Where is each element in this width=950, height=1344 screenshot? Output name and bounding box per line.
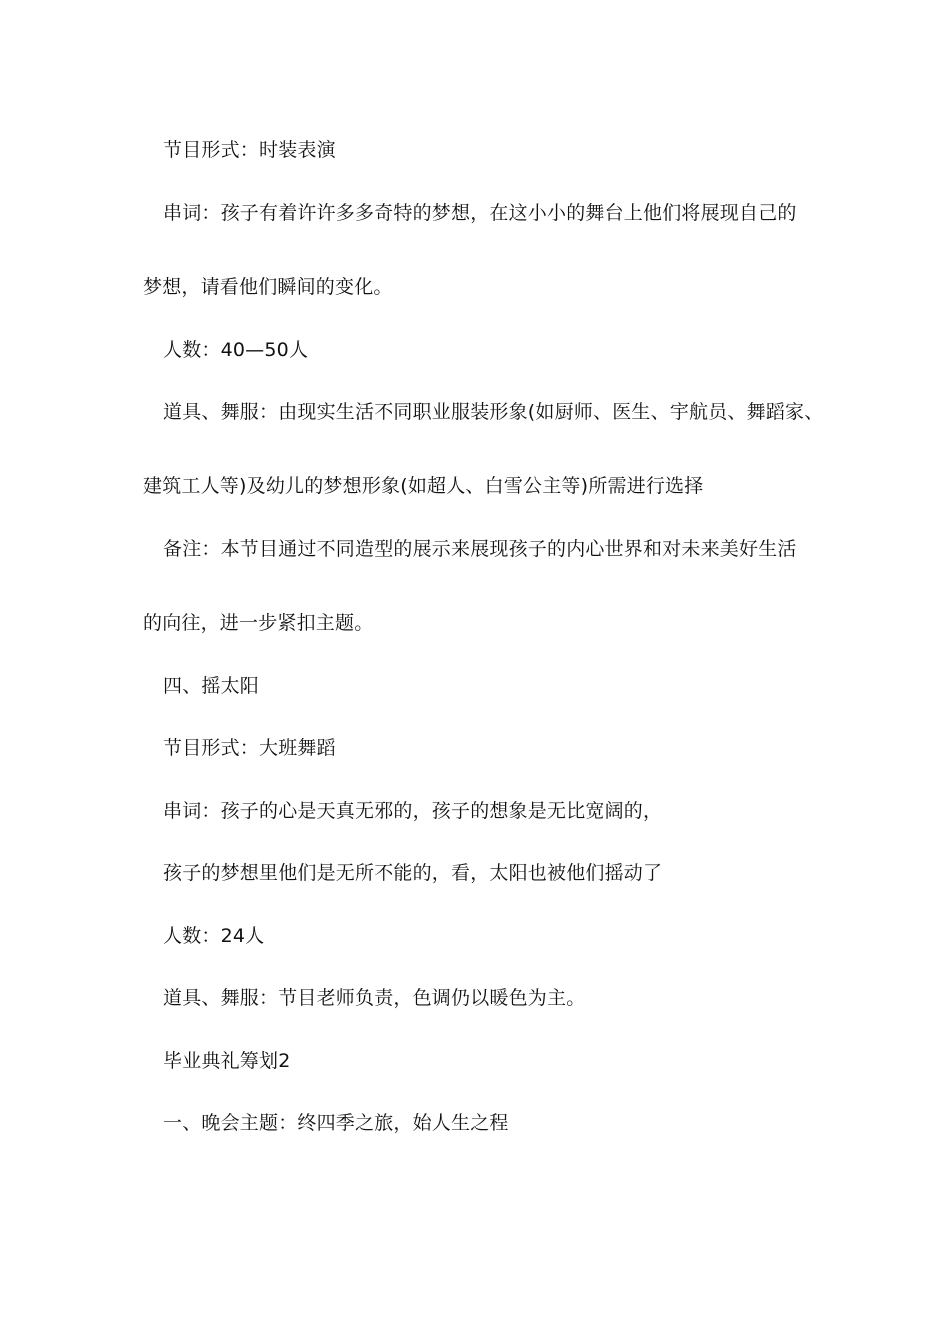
- props-costumes-2: 道具、舞服：节目老师负责，色调仍以暖色为主。: [163, 987, 586, 1009]
- participant-count-1: 人数：40—50人: [163, 339, 309, 361]
- document-subtitle: 毕业典礼筹划2: [163, 1050, 291, 1072]
- section-heading-4: 四、摇太阳: [163, 675, 260, 697]
- program-format-dance: 节目形式：大班舞蹈: [163, 737, 336, 759]
- program-format-fashion: 节目形式：时装表演: [163, 139, 336, 161]
- props-costumes-line-1: 道具、舞服：由现实生活不同职业服装形象(如厨师、医生、宇航员、舞蹈家、: [163, 401, 824, 423]
- remarks-line-2: 的向往，进一步紧扣主题。: [143, 612, 374, 634]
- remarks-line-1: 备注：本节目通过不同造型的展示来展现孩子的内心世界和对未来美好生活: [163, 538, 797, 560]
- host-script-line-2: 梦想，请看他们瞬间的变化。: [143, 276, 393, 298]
- host-script-line-1: 串词：孩子有着许许多多奇特的梦想，在这小小的舞台上他们将展现自己的: [163, 202, 797, 224]
- evening-theme-heading: 一、晚会主题：终四季之旅，始人生之程: [163, 1112, 509, 1134]
- props-costumes-line-2: 建筑工人等)及幼儿的梦想形象(如超人、白雪公主等)所需进行选择: [143, 475, 704, 497]
- participant-count-2: 人数：24人: [163, 925, 265, 947]
- host-script-2-line-2: 孩子的梦想里他们是无所不能的，看，太阳也被他们摇动了: [163, 862, 663, 884]
- host-script-2-line-1: 串词：孩子的心是天真无邪的，孩子的想象是无比宽阔的，: [163, 800, 663, 822]
